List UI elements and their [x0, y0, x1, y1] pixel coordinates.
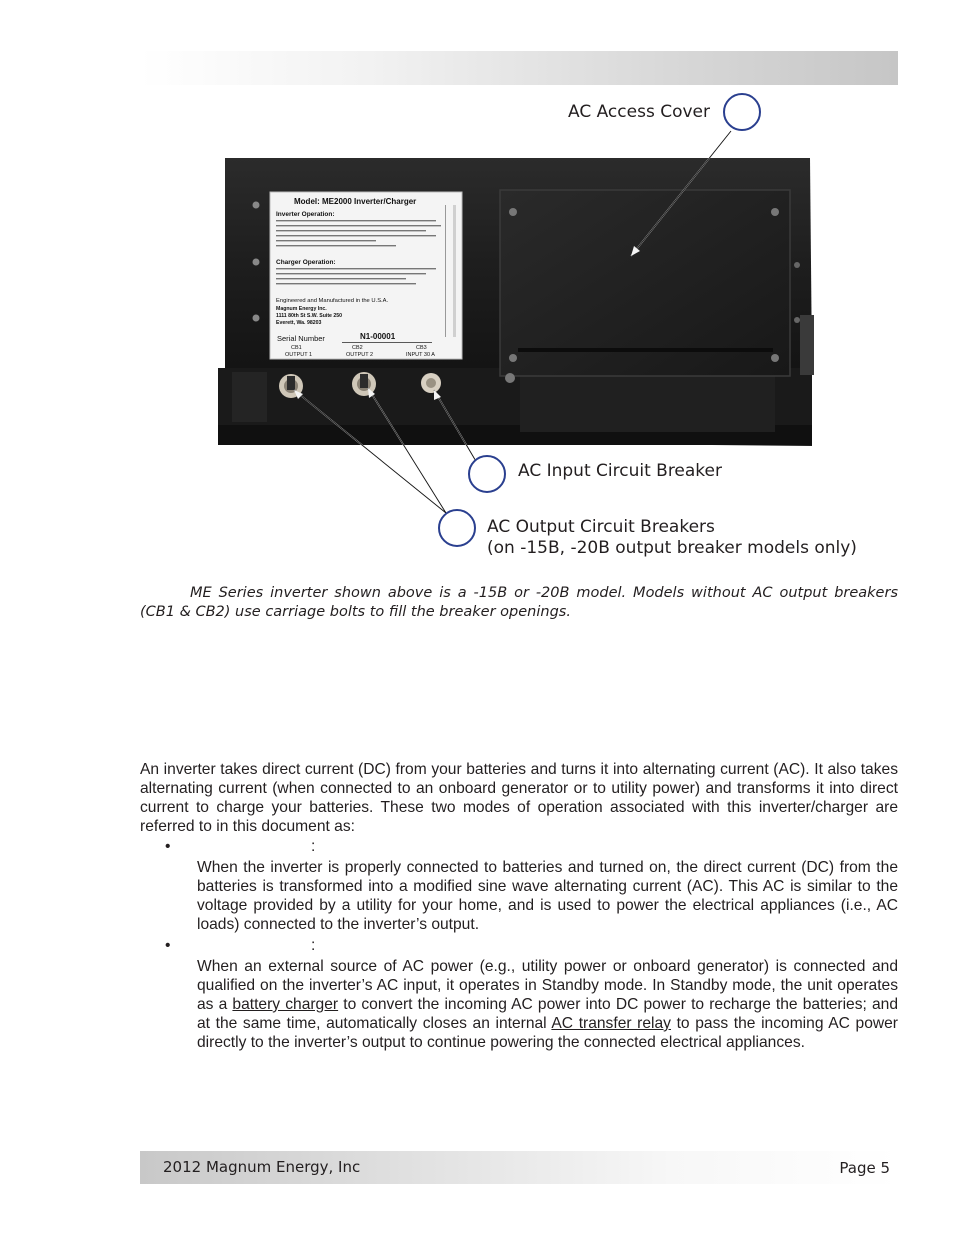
mode-2-title — [197, 937, 315, 955]
plate-serial-value: N1-00001 — [360, 332, 396, 341]
plate-cb1: CB1 — [291, 345, 302, 351]
mode-1-title — [197, 838, 315, 856]
mode-1-description: When the inverter is properly connected to batteries and turned on, the direct current (DC) from the batteries is transformed into a modified sine wave alternating current (AC). This AC is similar to the voltage provided by a utility for your home, and is used to power the electrical appliances (i.e., AC loads) connected to the inverter’s output. — [197, 859, 898, 933]
callout-input-breaker: AC Input Circuit Breaker — [518, 461, 722, 481]
mode-2-colon: : — [311, 937, 316, 954]
plate-model: Model: ME2000 Inverter/Charger — [294, 197, 417, 206]
plate-cb2: CB2 — [352, 345, 363, 351]
plate-cb2-sub: OUTPUT 2 — [346, 352, 374, 358]
callout-output-breakers-line1: AC Output Circuit Breakers — [487, 517, 715, 537]
intro-paragraph: An inverter takes direct current (DC) from your batteries and turns it into alternating current (AC). It also takes alternating current (when connected to an onboard generator or to utility power) and transforms it into direct current to charge your batteries. These two modes of operation associated with this inverter/charger are referred to in this document as: — [140, 761, 898, 835]
plate-address2: Everett, Wa. 98203 — [276, 320, 322, 326]
plate-serial-label: Serial Number — [277, 334, 325, 343]
plate-company: Magnum Energy Inc. — [276, 306, 327, 312]
callout-circle-access-cover — [723, 93, 761, 131]
plate-charger-heading: Charger Operation: — [276, 259, 336, 266]
mode-2-description — [197, 957, 898, 1052]
mode-2-text-1: When an external source of AC power (e.g., utility power or onboard generator) is connected and qualified on the inverter’s AC input, it operates in Standby mode. In Standby mode, the unit operates as a — [197, 958, 898, 1013]
ac-transfer-relay-link[interactable]: AC transfer relay — [551, 1015, 671, 1032]
callout-circle-output-breakers — [438, 509, 476, 547]
mode-2-text-2: to convert the incoming AC power into DC power to recharge the batteries; and at the same time, automatically closes an internal — [197, 996, 898, 1032]
inverter-figure — [0, 0, 954, 600]
figure-caption-text: ME Series inverter shown above is a -15B or -20B model. Models without AC output breakers (CB1 & CB2) use carriage bolts to fill the breaker openings. — [140, 585, 898, 620]
mode-2-text-3: to pass the incoming AC power directly to the inverter’s output to continue powering the connected electrical appliances. — [197, 1015, 899, 1051]
footer-page-number: Page 5 — [839, 1159, 890, 1177]
callout-circle-input-breaker — [468, 455, 506, 493]
callout-access-cover: AC Access Cover — [568, 102, 710, 122]
plate-cb3-sub: INPUT 30 A — [406, 352, 435, 358]
callout-output-breakers-line2: (on -15B, -20B output breaker models only) — [487, 538, 857, 558]
figure-caption — [140, 584, 898, 621]
bullet-mode-1: • — [165, 838, 171, 855]
plate-engineered: Engineered and Manufactured in the U.S.A. — [276, 298, 389, 304]
battery-charger-link[interactable]: battery charger — [232, 996, 339, 1013]
breaker-cb3 — [421, 373, 441, 393]
plate-inverter-heading: Inverter Operation: — [276, 211, 335, 218]
bullet-mode-2: • — [165, 937, 171, 954]
plate-address1: 1111 80th St S.W. Suite 250 — [276, 313, 343, 319]
mode-1-colon: : — [311, 838, 316, 855]
plate-cb3: CB3 — [416, 345, 427, 351]
plate-cb1-sub: OUTPUT 1 — [285, 352, 313, 358]
footer-copyright: 2012 Magnum Energy, Inc — [163, 1158, 361, 1176]
